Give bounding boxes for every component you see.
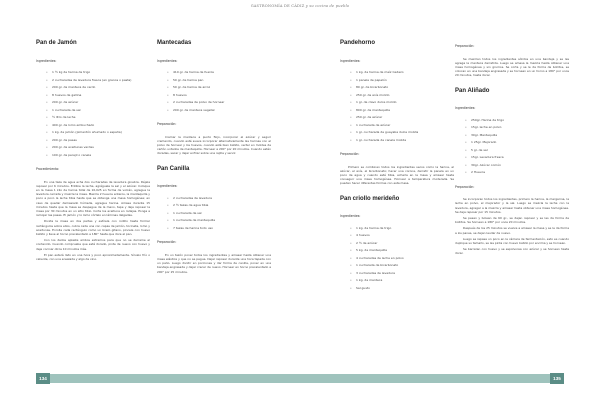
ingredient-item: • 8 huevos [167,94,271,97]
ingredient-item: • 1 cucharada de bicarbonato [350,264,454,267]
procedure-paragraph: En una taza de agua echa dos cucharadas de levadura ginebra. Déjela reposar por 6 minutos. Entibie la leche, agréguele la sal y el azúcar. Coloque en la mesa 1 kilo de harina total de 10,025 en forma de volcán, agregue la levadura cerrada y mezcle la masa. Mezcla 2 huevos enteros, la mantequilla y poco a poco la leche tibia hasta que se obtenga una masa homogénea; en caso de quedar demasiado húmeda, agregue harina. Amase durante 15 minutos hasta que la masa se despegue de la mano, tape y deje reposar la masa por 30 minutos en un sitio tibio. Corte los aceituna en rodajas. Ponga a remojar las pasas. El jamón y lo lomo córtelo en láminas delgadas. [36,179,150,218]
column-left-2 [157,40,271,276]
preparation-paragraph: Se pesan y bolean de 60 gr., se dejan reposar y se les da forma de bollitos. Se hornean a 180° por unos 20 minutos. [455,216,569,225]
ingredient-item: • 4 huevos [350,234,454,237]
recipe-title: Pan Canilla [157,165,190,172]
preparation-paragraph: Cremar la manteca a punto flojo, incorporar el azúcar y seguir cremando, cuando esté suave incorporar alternativamente las harinas con el polvo de hornear y los huevos, cuando esté bien batido, verter en moldes de cartón untados de mantequilla. Hornear a 200° por 20 minutos. Cuando estén doradas, sacar y dejar enfriar sobre una rejilla y servir. [157,134,271,156]
ingredient-item: • 1 cucharada de sal [46,109,150,112]
ingredient-item: • 1 panela de papelón [350,79,454,82]
ingredient-item: • 800 gr. de mantequilla [350,109,454,112]
ingredient-item: • 250 gr. de anís molido [350,94,454,97]
ingredient-item: • 1 gr. cucharada de guayaba dulce molida [350,131,454,134]
header-title-place: CÁDIZ [291,4,305,8]
ingredient-item: • 1 gr. cucharada de canela molida [350,139,454,142]
recipe-title: Pandehorno [340,40,376,46]
preparation-paragraph: Se incorporan todos los ingredientes, primero la harina, la margarina, la leche en polvo, el mejorador y la sal. Luego se mezcla la leche con la levadura, agregar a la mezcla y amasar hasta obtener una masa homogénea. Se deja reposar por 15 minutos. [455,197,569,214]
ingredient-item: • 400 gr. de lomo embuchado [46,124,150,127]
ingredient-item: • 80 gr. de bicarbonato [350,86,454,89]
recipe-title: Pan criollo merideño [340,195,400,202]
ingredient-list [465,119,569,175]
ingredient-item: • 5 gr. de sal [465,149,569,152]
ingredient-item: • 2 cucharadas de levadura [167,197,271,200]
ingredient-list [167,197,271,230]
procedure-paragraph: Con los dedos aplaste ambos extremos para que no se derrame el contenido. Cuando compruebe que está dorado, pinte de nuevo con huevo y deje cocinar otros 10 minutos más. [36,238,150,251]
ingredient-item: • 2 ½ tazas de agua tibia [167,204,271,207]
footer-band [36,374,564,383]
ingredient-item: • 200 gr. de pasas [46,139,150,142]
ingredient-item: • 3 cucharadas de levadura [350,272,454,275]
ingredient-item: • ½ litro de leche [46,116,150,119]
ingredient-list [167,71,271,112]
ingredient-item: • 2 ½ de azúcar [350,242,454,245]
ingredient-item: • 200 gr. de azúcar [46,101,150,104]
ingredient-list [46,71,150,157]
ingredient-item: • 1 gr. de clavo dulce molido [350,101,454,104]
ingredient-item: • 250gr. Harina de trigo [465,119,569,122]
preparation-label: Preparación: [157,240,177,245]
ingredient-item: • 2 cucharadas de levadura fresca (en granos o pasta) [46,79,150,82]
recipe-title: Pan Aliñado [455,87,490,94]
ingredient-item: • 250 gr. de azúcar [350,116,454,119]
preparation-paragraph: Después de los 25 minutos se vuelve a amasar la masa y se le da forma a los panes, se dejan leudar de nuevo. [455,226,569,235]
preparation-label: Preparación: [157,121,177,126]
running-header [0,4,600,8]
procedure-paragraph: Divida la masa en dos partes y estírela con rodillo hasta formar rectángulos sobre ellos, cubra cada una con capas de jamón, tocineta, lomo y aceitunas. Enrolle cada rectángulo como un brazo gitano, pincele con huevo batido y lleve al horno precalentado a 180° hasta que dore el pan. [36,219,150,236]
recipe-title: Pan de Jamón [36,40,77,46]
ingredients-label: Ingredientes: [340,214,361,219]
ingredient-item: • 50 gr. de harina de arroz [167,86,271,89]
ingredient-item: • 1 kg. de harina de trigo [350,227,454,230]
ingredient-item: • 1 cucharada de sal [167,212,271,215]
ingredient-item: • 200 gr. de aceitunas verdes [46,146,150,149]
ingredient-item: • 1 kg. de jamón (pimentón ahumado o españa) [46,131,150,134]
preparation-paragraph: Se mezclan todos los ingredientes sólidos en una bandeja y se les agrega la manteca derretida. Luego se amasa la mezcla hasta obtener una masa homogénea y sin grumos. Se corta y se le da forma de bollitos, se colocan en una bandeja engrasada y se hornean en un horno a 180° por unos 20 minutos, hasta dorar. [455,56,569,78]
procedure-paragraph: El pan estará listo en una hora y poco aproximadamente. Sírvalo frío o caliente, con una ensalada y algo de vino. [36,252,150,261]
recipe-title: Mantecadas [157,40,192,46]
ingredient-item: • 15gr. leche en polvo [465,126,569,129]
ingredient-item: • 8 huevos de gallina [46,94,150,97]
preparation-label: Preparación: [455,44,475,48]
preparation-paragraph: Primero se combinan todos los ingredientes secos como la harina, el azúcar, el anís, el bicarbonato; hacer una corona, derretir la panela en un poco de agua y cuando esté tibia, echarla en la masa y amasar hasta conseguir una masa homogénea. Hornear a temperatura moderada. Se pueden hacer diferentes formas con esta masa. [340,164,454,186]
ingredient-item: • 1 cucharada de mantequilla [167,219,271,222]
ingredients-label: Ingredientes: [157,184,178,189]
ingredient-item: • 100 gr. de perejil o canela [46,154,150,157]
column-left-1 [36,40,150,263]
ingredient-item: • 2 cucharadas de polvo de hornear [167,101,271,104]
ingredient-item: • 4 cucharadas de leche en polvo [350,257,454,260]
ingredient-item: • 200 gr. de manteca de cerdo [46,86,150,89]
page-number-left: 134 [36,373,50,384]
ingredients-label: Ingredientes: [455,106,476,111]
ingredient-item: • 30gr. Mantequilla [465,134,569,137]
preparation-paragraph: En un tazón poner todos los ingredientes y amasar hasta obtener una masa elástica y que no se pegue. Dejar reposar durante una hora tapada con un paño. Luego dividir en porciones y dar forma de canilla, poner en una bandeja engrasada y dejar crecer de nuevo. Hornear en horno precalentado a 200° por 25 minutos. [157,252,271,274]
ingredient-list [350,227,454,290]
ingredient-item: • 1 kg. de harina de maíz Cedazo [350,71,454,74]
ingredient-item: • Sal gusto [350,287,454,290]
preparation-paragraph: Se barnizan con huevo y se espolvorea con azúcar y se hornean hasta dorar. [455,247,569,256]
ingredient-item: • 1 kg. de manteca [350,279,454,282]
ingredients-label: Ingredientes: [340,58,361,63]
column-right-2 [455,40,569,258]
ingredient-item: • 15gr. Levadura fresca [465,156,569,159]
ingredient-item: • 7 tazas de harina todo uso [167,227,271,230]
ingredients-label: Ingredientes: [157,58,178,63]
ingredient-item: • 2 Huevos [465,171,569,174]
ingredient-item: • 410 gr. de harina de fuerza [167,71,271,74]
ingredient-list [350,71,454,142]
preparation-paragraph: Luego se repasa un poco en la cámara de fermentación, esto es cuando duplique su tamaño, se les pinta con huevo batido por encima y se hornean. [455,236,569,246]
preparation-label: Preparación: [340,151,360,156]
header-subtitle: y su cocina de pueblo [304,4,350,8]
page-number-right: 135 [550,373,564,384]
preparation-label: Preparación: [455,184,475,189]
ingredient-item: • 200 gr. de manteca vegetal [167,109,271,112]
ingredient-item: • 30gr. Azúcar común [465,164,569,167]
header-title: GASTRONOMÍA DE [250,4,292,8]
ingredients-label: Ingredientes: [36,58,57,63]
procedure-label: Procedimiento: [36,166,60,171]
ingredient-item: • 1 cucharada de azúcar [350,124,454,127]
ingredient-item: • 5 kg. de mantequilla [350,249,454,252]
column-right-1 [340,40,454,300]
ingredient-item: • 1 25gr. Mejorado [465,141,569,144]
ingredient-item: • 50 gr. de harina pan [167,79,271,82]
ingredient-item: • 1 ½ kg de harina de trigo [46,71,150,74]
